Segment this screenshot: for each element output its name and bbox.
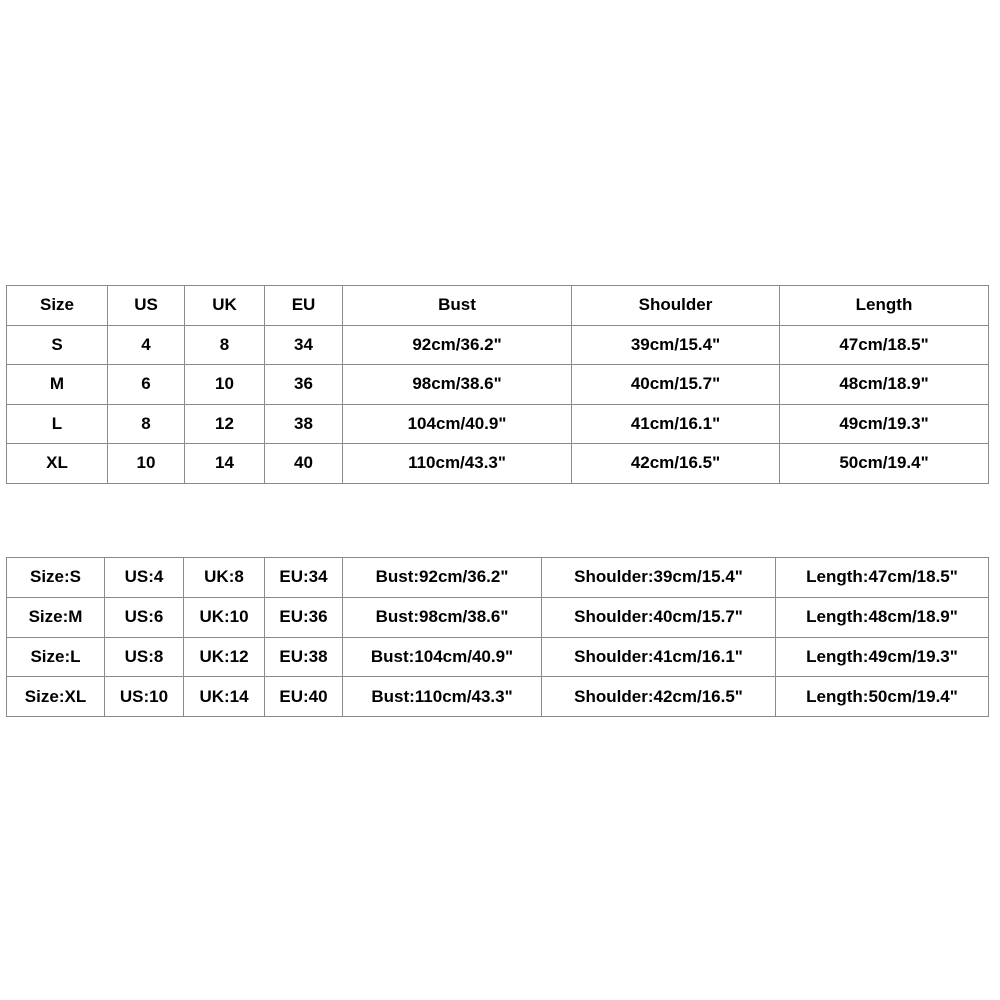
cell-shoulder: 39cm/15.4" <box>572 325 780 365</box>
header-us: US <box>108 286 185 326</box>
cell-length: 50cm/19.4" <box>780 444 989 484</box>
cell-size: L <box>7 404 108 444</box>
cell-uk: 12 <box>185 404 265 444</box>
cell-size: Size:M <box>7 597 105 637</box>
cell-us: 4 <box>108 325 185 365</box>
cell-shoulder: Shoulder:42cm/16.5" <box>542 677 776 717</box>
cell-length: Length:48cm/18.9" <box>776 597 989 637</box>
cell-size: Size:S <box>7 558 105 598</box>
cell-eu: EU:38 <box>265 637 343 677</box>
cell-us: US:10 <box>105 677 184 717</box>
cell-shoulder: Shoulder:39cm/15.4" <box>542 558 776 598</box>
table-row <box>7 677 989 717</box>
cell-eu: 36 <box>265 365 343 405</box>
cell-size: S <box>7 325 108 365</box>
cell-eu: EU:36 <box>265 597 343 637</box>
cell-size: Size:XL <box>7 677 105 717</box>
cell-us: US:6 <box>105 597 184 637</box>
cell-uk: UK:10 <box>184 597 265 637</box>
table-row <box>7 444 989 484</box>
cell-us: US:8 <box>105 637 184 677</box>
cell-bust: Bust:110cm/43.3" <box>343 677 542 717</box>
header-length: Length <box>780 286 989 326</box>
table-header-row <box>7 286 989 326</box>
cell-bust: Bust:98cm/38.6" <box>343 597 542 637</box>
table-row <box>7 597 989 637</box>
cell-eu: EU:34 <box>265 558 343 598</box>
cell-length: Length:50cm/19.4" <box>776 677 989 717</box>
cell-shoulder: 41cm/16.1" <box>572 404 780 444</box>
cell-shoulder: Shoulder:40cm/15.7" <box>542 597 776 637</box>
cell-size: M <box>7 365 108 405</box>
cell-us: 6 <box>108 365 185 405</box>
cell-eu: EU:40 <box>265 677 343 717</box>
cell-uk: 10 <box>185 365 265 405</box>
size-chart-inline-table <box>6 557 989 717</box>
table-row <box>7 404 989 444</box>
cell-shoulder: Shoulder:41cm/16.1" <box>542 637 776 677</box>
cell-eu: 40 <box>265 444 343 484</box>
cell-uk: 14 <box>185 444 265 484</box>
cell-us: US:4 <box>105 558 184 598</box>
cell-bust: Bust:104cm/40.9" <box>343 637 542 677</box>
cell-us: 8 <box>108 404 185 444</box>
table-row <box>7 325 989 365</box>
cell-length: 48cm/18.9" <box>780 365 989 405</box>
header-bust: Bust <box>343 286 572 326</box>
table-row <box>7 637 989 677</box>
table-row <box>7 365 989 405</box>
cell-shoulder: 40cm/15.7" <box>572 365 780 405</box>
cell-eu: 34 <box>265 325 343 365</box>
cell-uk: 8 <box>185 325 265 365</box>
cell-bust: 104cm/40.9" <box>343 404 572 444</box>
cell-uk: UK:8 <box>184 558 265 598</box>
cell-bust: 110cm/43.3" <box>343 444 572 484</box>
cell-length: 47cm/18.5" <box>780 325 989 365</box>
cell-uk: UK:14 <box>184 677 265 717</box>
header-uk: UK <box>185 286 265 326</box>
header-size: Size <box>7 286 108 326</box>
cell-bust: 98cm/38.6" <box>343 365 572 405</box>
cell-shoulder: 42cm/16.5" <box>572 444 780 484</box>
cell-bust: 92cm/36.2" <box>343 325 572 365</box>
header-eu: EU <box>265 286 343 326</box>
cell-uk: UK:12 <box>184 637 265 677</box>
cell-size: XL <box>7 444 108 484</box>
cell-size: Size:L <box>7 637 105 677</box>
size-chart-table <box>6 285 989 484</box>
table-row <box>7 558 989 598</box>
cell-eu: 38 <box>265 404 343 444</box>
cell-length: Length:49cm/19.3" <box>776 637 989 677</box>
cell-length: 49cm/19.3" <box>780 404 989 444</box>
header-shoulder: Shoulder <box>572 286 780 326</box>
cell-us: 10 <box>108 444 185 484</box>
cell-bust: Bust:92cm/36.2" <box>343 558 542 598</box>
cell-length: Length:47cm/18.5" <box>776 558 989 598</box>
